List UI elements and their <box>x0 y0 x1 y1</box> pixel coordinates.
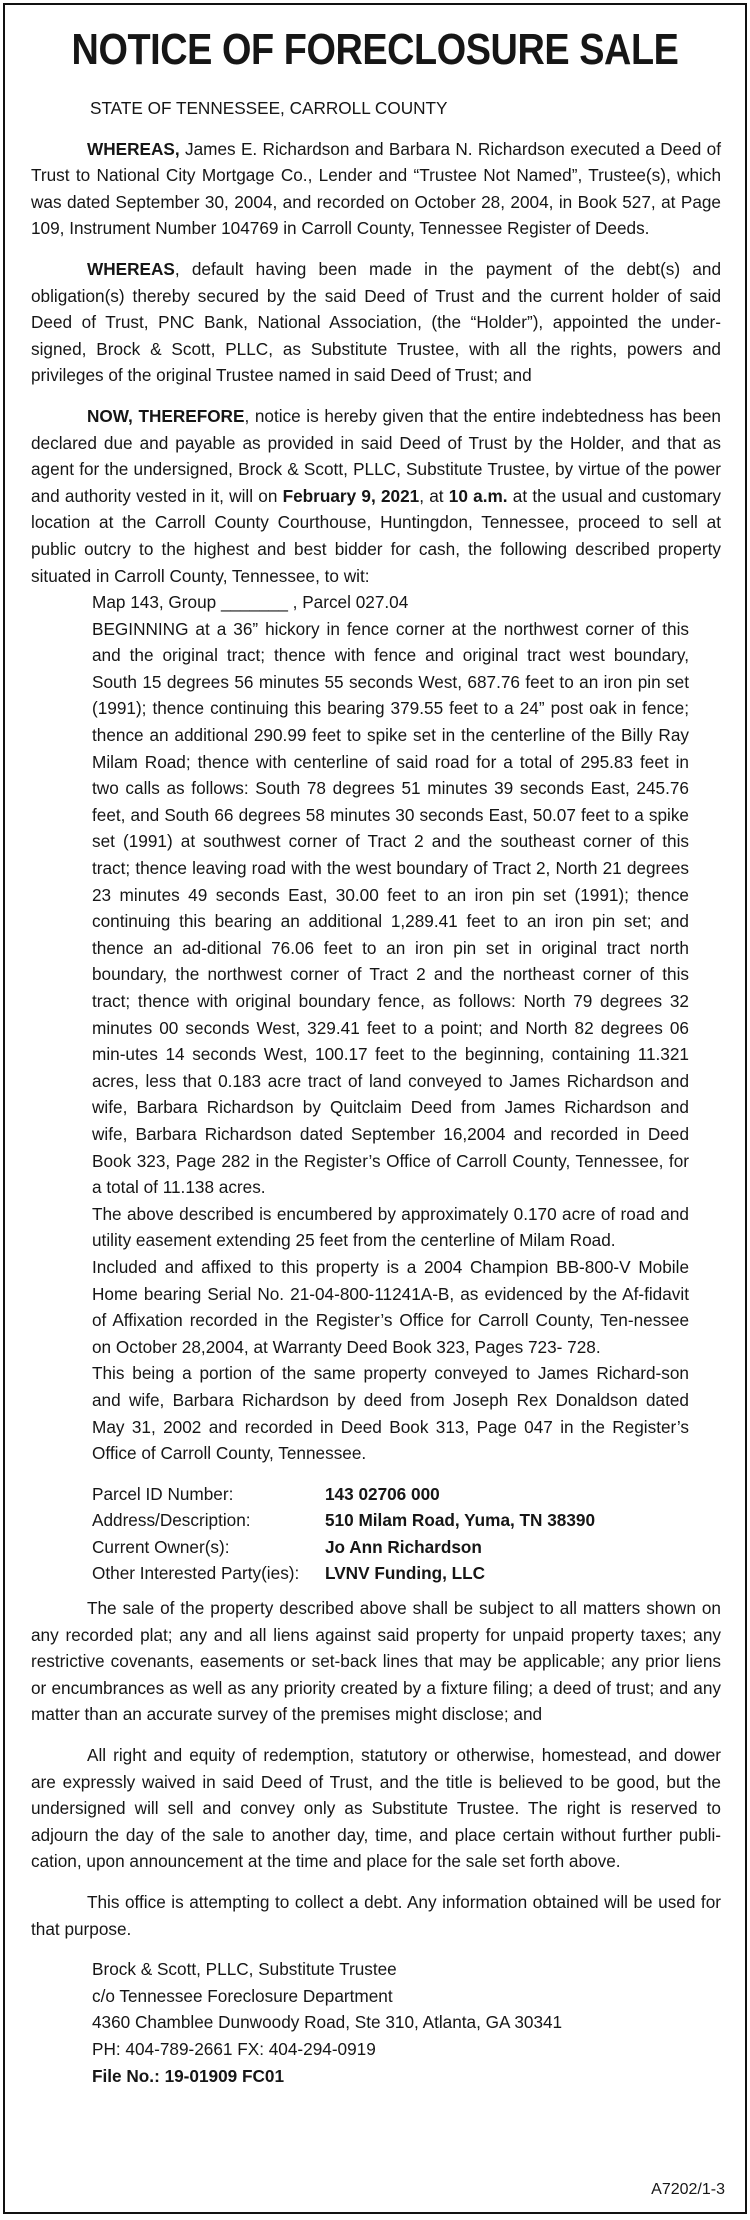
ad-code: A7202/1-3 <box>651 2181 725 2199</box>
property-info-row <box>92 1560 721 1587</box>
whereas-paragraph-1 <box>31 136 721 242</box>
property-info-value: Jo Ann Richardson <box>325 1536 482 1557</box>
legal-description: BEGINNING at a 36” hickory in fence corner at the northwest corner of this and the original tract; thence with fence and original tract west boundary, South 15 degrees 56 minutes 55 seconds West, 687.76 feet to an iron pin set (1991); thence continuing this bearing 379.55 feet to a 24” post oak in fence; thence an additional 290.99 feet to spike set in the centerline of the Billy Ray Milam Road; thence with centerline of said road for a total of 295.83 feet in two calls as follows: South 78 degrees 51 minutes 39 seconds East, 245.76 feet, and South 66 degrees 58 minutes 30 seconds East, 50.07 feet to a spike set (1991) at southwest corner of Tract 2 and the southeast corner of this tract; thence leaving road with the west boundary of Tract 2, North 21 degrees 23 minutes 49 seconds East, 30.00 feet to an iron pin set (1991); thence continuing this bearing an additional 1,289.41 feet to an iron pin set; and thence an ad-ditional 76.06 feet to an iron pin set in original tract north boundary, the northwest corner of Tract 2 and the northeast corner of this tract; thence with original boundary fence, as follows: North 79 degrees 32 minutes 00 seconds West, 329.41 feet to a point; and North 82 degrees 06 min-utes 14 seconds West, 100.17 feet to the beginning, containing 11.321 acres, less that 0.183 acre tract of land conveyed to James Richardson and wife, Barbara Richardson by Quitclaim Deed from James Richardson and wife, Barbara Richardson dated September 16,2004 and recorded in Deed Book 323, Page 282 in the Register’s Office of Carroll County, Tennessee, for a total of 11.138 acres. <box>92 618 689 1198</box>
signature-line-trustee: Brock & Scott, PLLC, Substitute Trustee <box>92 1959 397 1980</box>
notice-body <box>5 95 745 2089</box>
sale-time: 10 a.m. <box>448 485 508 506</box>
map-parcel-line: Map 143, Group _______ , Parcel 027.04 <box>92 592 409 613</box>
redemption-paragraph: All right and equity of redemption, statutory or otherwise, homestead, and dower are expressly waived in said Deed of Trust, and the title is believed to be good, but the undersigned will sell and convey only as Substitute Trustee. The right is reserved to adjourn the day of the sale to another day, time, and place certain without further publi-cation, upon announcement at the time and place for the sale set forth above. <box>31 1745 721 1872</box>
now-therefore-text-2: , at <box>419 485 449 506</box>
mobile-home-paragraph: Included and affixed to this property is a 2004 Champion BB-800-V Mobile Home bearing Serial No. 21-04-800-11241A-B, as evidenced by the Af-fidavit of Affixation recorded in the Register’s Office for Carroll County, Ten-nessee on October 28,2004, at Warranty Deed Book 323, Pages 723- 728. <box>92 1256 689 1357</box>
portion-paragraph: This being a portion of the same property conveyed to James Richard-son and wife, Barbara Richardson by deed from Joseph Rex Donaldson dated May 31, 2002 and recorded in Deed Book 313, Page 047 in the Register’s Office of Carroll County, Tennessee. <box>92 1363 689 1464</box>
property-info-value: 143 02706 000 <box>325 1483 440 1504</box>
debt-notice-paragraph: This office is attempting to collect a debt. Any information obtained will be used for that purpose. <box>31 1892 721 1939</box>
sale-subject-paragraph: The sale of the property described above shall be subject to all matters shown on any recorded plat; any and all liens against said property for unpaid property taxes; any restrictive covenants, easements or set-back lines that may be applicable; any prior liens or encumbrances as well as any priority created by a fixture filing; a deed of trust; and any matter than an accurate survey of the premises might disclose; and <box>31 1598 721 1725</box>
property-info-row <box>92 1481 721 1508</box>
property-info-label: Address/Description: <box>92 1510 251 1531</box>
now-therefore-lead: NOW, THEREFORE <box>87 405 245 426</box>
encumbrance-paragraph: The above described is encumbered by approximately 0.170 acre of road and utility easement extending 25 feet from the centerline of Milam Road. <box>92 1203 689 1251</box>
property-info-label: Parcel ID Number: <box>92 1483 234 1504</box>
property-info-label: Current Owner(s): <box>92 1536 230 1557</box>
property-info-table <box>92 1481 721 1587</box>
now-therefore-text-3: at the usual and customary location at the Carroll County Courthouse, Huntingdon, Tennessee, proceed to sell at public outcry to the highest and best bidder for cash, the following described property situated in Carroll County, Tennessee, to wit: <box>31 485 721 586</box>
property-info-value: LVNV Funding, LLC <box>325 1563 486 1584</box>
now-therefore-paragraph <box>31 403 721 589</box>
file-number: File No.: 19-01909 FC01 <box>92 2065 285 2086</box>
sale-date: February 9, 2021 <box>282 485 420 506</box>
signature-line-department: c/o Tennessee Foreclosure Department <box>92 1985 393 2006</box>
property-info-value: 510 Milam Road, Yuma, TN 38390 <box>325 1510 596 1531</box>
whereas-lead-2: WHEREAS <box>87 258 175 279</box>
whereas-text-1: James E. Richardson and Barbara N. Richardson executed a Deed of Trust to National City Mortgage Co., Lender and “Trustee Not Named”, Trustee(s), which was dated September 30, 2004, and recorded on October 28, 2004, in Book 527, at Page 109, Instrument Number 104769 in Carroll County, Tennessee Register of Deeds. <box>31 138 721 239</box>
signature-block <box>92 1956 721 2089</box>
whereas-text-2: , default having been made in the payment of the debt(s) and obligation(s) thereby secured by the said Deed of Trust and the current holder of said Deed of Trust, PNC Bank, National Association, (the “Holder”), appointed the under-signed, Brock & Scott, PLLC, as Substitute Trustee, with all the rights, powers and privileges of the original Trustee named in said Deed of Trust; and <box>31 258 721 386</box>
property-info-row <box>92 1507 721 1534</box>
signature-line-phone: PH: 404-789-2661 FX: 404-294-0919 <box>92 2038 376 2059</box>
whereas-lead-1: WHEREAS, <box>87 138 180 159</box>
property-info-label: Other Interested Party(ies): <box>92 1563 300 1584</box>
whereas-paragraph-2 <box>31 256 721 389</box>
state-county-line: STATE OF TENNESSEE, CARROLL COUNTY <box>90 98 448 118</box>
now-therefore-text-1: , notice is hereby given that the entire indebtedness has been declared due and payable as provided in said Deed of Trust by the Holder, and that as agent for the undersigned, Brock & Scott, PLLC, Substitute Trustee, by virtue of the power and authority vested in it, will on <box>31 405 721 506</box>
property-info-row <box>92 1534 721 1561</box>
notice-page <box>3 3 747 2214</box>
notice-title: NOTICE OF FORECLOSURE SALE <box>71 25 679 74</box>
signature-line-address: 4360 Chamblee Dunwoody Road, Ste 310, Atlanta, GA 30341 <box>92 2012 563 2033</box>
